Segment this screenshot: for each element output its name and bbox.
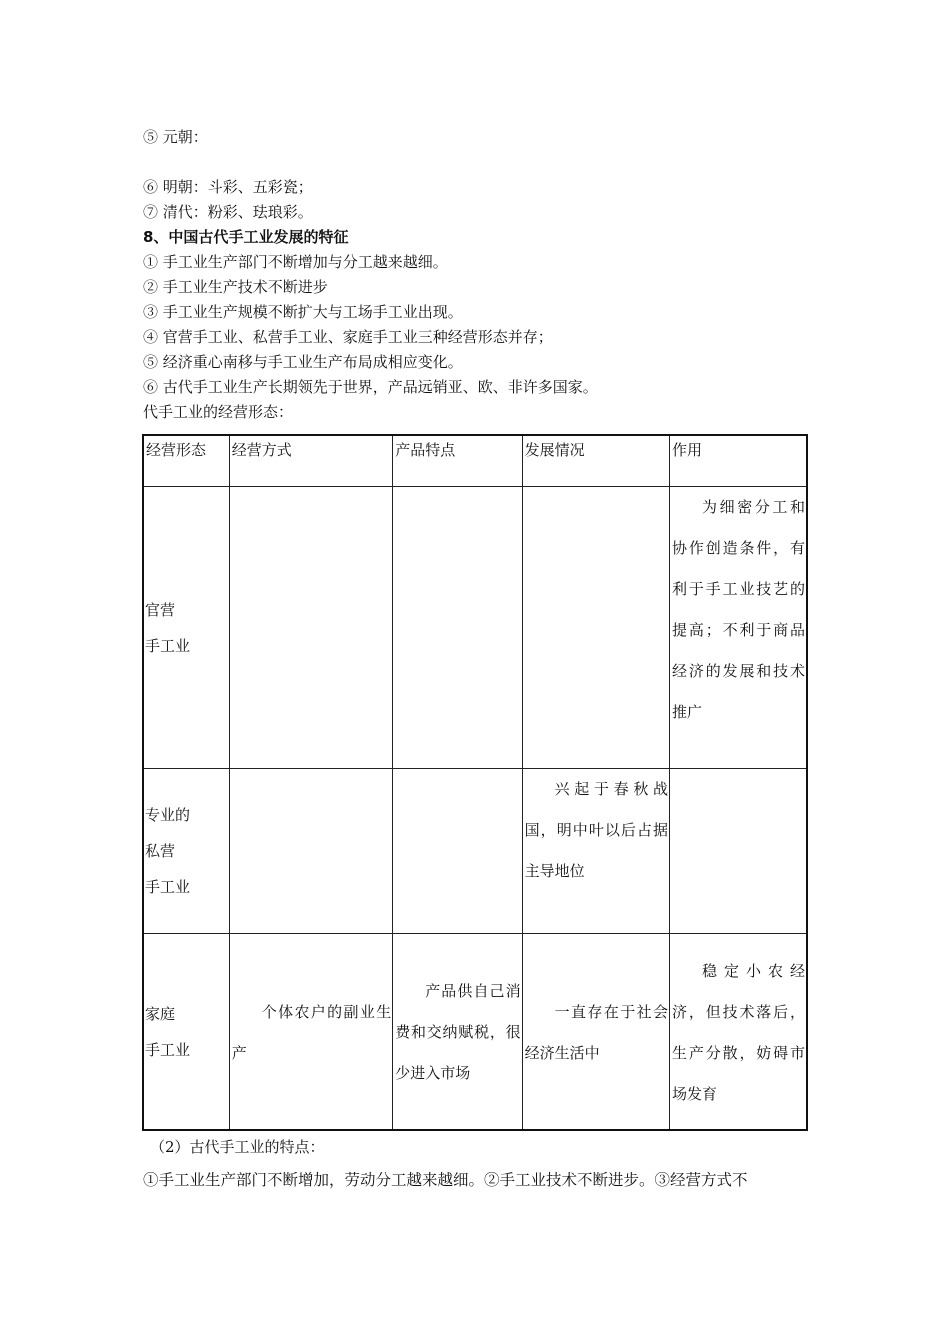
- development-cell: 一直存在于社会经济生活中: [522, 934, 669, 1131]
- feature-5: ⑤ 经济重心南移与手工业生产布局成相应变化。: [143, 353, 463, 371]
- subsection-heading: （2）古代手工业的特点：: [150, 1138, 325, 1156]
- table-row-official: [143, 487, 807, 769]
- header-cell: 发展情况: [522, 435, 669, 487]
- header-cell: 产品特点: [393, 435, 522, 487]
- row-label: 官营 手工业: [143, 487, 229, 769]
- header-cell: 经营方式: [229, 435, 392, 487]
- development-cell: [522, 487, 669, 769]
- row-label: 家庭 手工业: [143, 934, 229, 1131]
- handicraft-forms-table: [142, 434, 808, 1131]
- line-ming: ⑥ 明朝：斗彩、五彩瓷；: [143, 178, 313, 196]
- development-cell: 兴起于春秋战国，明中叶以后占据主导地位: [522, 769, 669, 934]
- table-header-row: [143, 435, 807, 487]
- row-label: 专业的 私营 手工业: [143, 769, 229, 934]
- line-yuan: ⑤ 元朝：: [143, 128, 208, 146]
- feature-2: ② 手工业生产技术不断进步: [143, 278, 328, 296]
- header-cell: 作用: [670, 435, 807, 487]
- product-cell: [393, 769, 522, 934]
- feature-3: ③ 手工业生产规模不断扩大与工场手工业出现。: [143, 303, 463, 321]
- product-cell: [393, 487, 522, 769]
- effect-cell: 稳定小农经济，但技术落后，生产分散，妨碍市场发育: [670, 934, 807, 1131]
- method-cell: [229, 487, 392, 769]
- feature-1: ① 手工业生产部门不断增加与分工越来越细。: [143, 253, 448, 271]
- section-heading: 8、中国古代手工业发展的特征: [143, 228, 349, 246]
- effect-cell: [670, 769, 807, 934]
- header-cell: 经营形态: [143, 435, 229, 487]
- product-cell: 产品供自己消费和交纳赋税，很少进入市场: [393, 934, 522, 1131]
- method-cell: [229, 769, 392, 934]
- feature-6: ⑥ 古代手工业生产长期领先于世界，产品远销亚、欧、非许多国家。: [143, 378, 598, 396]
- table-row-private: [143, 769, 807, 934]
- feature-4: ④ 官营手工业、私营手工业、家庭手工业三种经营形态并存；: [143, 328, 553, 346]
- line-qing: ⑦ 清代：粉彩、珐琅彩。: [143, 203, 313, 221]
- table-caption: 代手工业的经营形态：: [143, 403, 294, 421]
- effect-cell: 为细密分工和协作创造条件，有利于手工业技艺的提高；不利于商品经济的发展和技术推广: [670, 487, 807, 769]
- paragraph-line: ①手工业生产部门不断增加，劳动分工越来越细。②手工业技术不断进步。③经营方式不: [143, 1171, 748, 1189]
- table-row-household: [143, 934, 807, 1131]
- method-cell: 个体农户的副业生产: [229, 934, 392, 1131]
